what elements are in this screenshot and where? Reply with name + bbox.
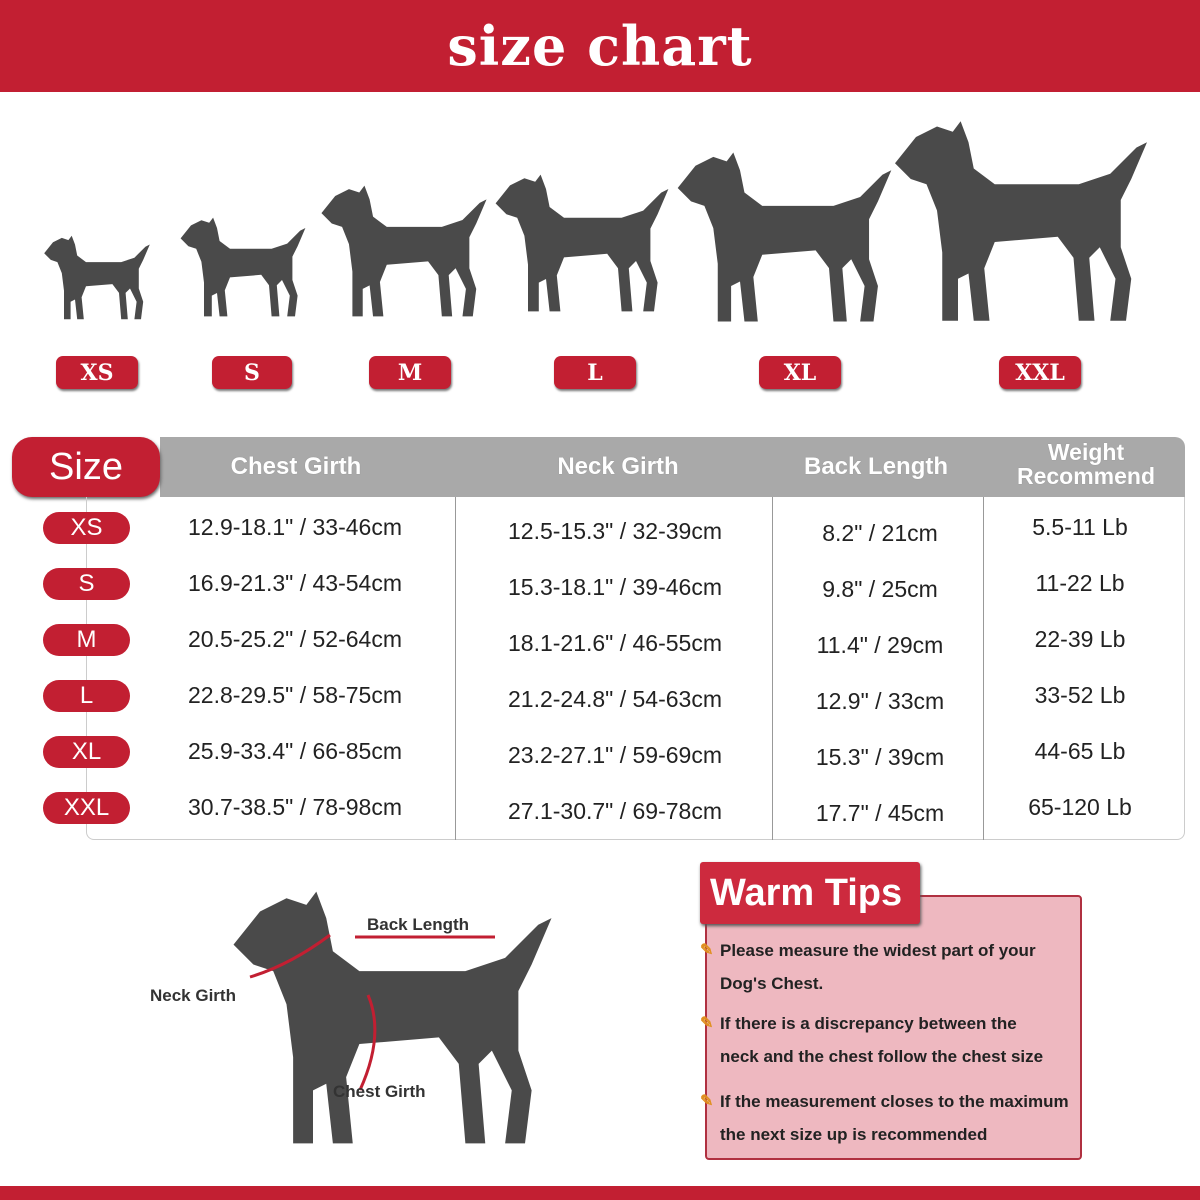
label-chest-girth: Chest Girth (333, 1082, 426, 1101)
header-back-length: Back Length (803, 453, 949, 480)
cell-neck-girth: 23.2-27.1" / 59-69cm (507, 742, 722, 768)
dog-xs-silhouette (42, 230, 152, 325)
size-badge-xs: XS (56, 356, 138, 389)
dog-xl-silhouette (672, 148, 897, 326)
cell-chest-girth: 16.9-21.3" / 43-54cm (187, 570, 402, 596)
row-size-pill: L (43, 680, 130, 712)
dog-m-silhouette (318, 180, 490, 322)
cell-weight: 44-65 Lb (1034, 738, 1126, 764)
row-size-pill: XS (43, 512, 130, 544)
cell-weight: 33-52 Lb (1034, 682, 1126, 708)
tip-3 (700, 1085, 1085, 1151)
pencil-icon: ✎ (700, 1015, 714, 1032)
header-weight (990, 440, 1182, 488)
size-badge-l: L (554, 356, 636, 389)
tip-1 (700, 934, 1085, 1000)
cell-chest-girth: 12.9-18.1" / 33-46cm (187, 514, 402, 540)
cell-chest-girth: 22.8-29.5" / 58-75cm (187, 682, 402, 708)
cell-neck-girth: 27.1-30.7" / 69-78cm (507, 798, 722, 824)
size-badge-xl: XL (759, 356, 841, 389)
header-neck-girth: Neck Girth (557, 453, 679, 480)
cell-neck-girth: 15.3-18.1" / 39-46cm (507, 574, 722, 600)
cell-back-length: 9.8" / 25cm (822, 576, 938, 602)
column-divider (983, 497, 984, 840)
cell-chest-girth: 25.9-33.4" / 66-85cm (187, 738, 402, 764)
size-badge-s: S (212, 356, 292, 389)
column-divider (772, 497, 773, 840)
row-size-pill: S (43, 568, 130, 600)
tip-line: Dog's Chest. (720, 974, 824, 993)
column-divider (455, 497, 456, 840)
header-chest-girth: Chest Girth (230, 453, 362, 480)
dog-xxl-silhouette (876, 116, 1166, 326)
size-badge-m: M (369, 356, 451, 389)
cell-back-length: 17.7" / 45cm (815, 800, 945, 826)
tip-line: neck and the chest follow the chest size (720, 1047, 1044, 1066)
cell-back-length: 8.2" / 21cm (822, 520, 938, 546)
row-size-pill: XL (43, 736, 130, 768)
label-neck-girth: Neck Girth (150, 986, 236, 1005)
cell-chest-girth: 20.5-25.2" / 52-64cm (187, 626, 402, 652)
tip-line: Please measure the widest part of your (720, 941, 1036, 960)
cell-weight: 65-120 Lb (1028, 794, 1132, 820)
cell-weight: 11-22 Lb (1035, 570, 1125, 596)
tip-line: If the measurement closes to the maximum (720, 1092, 1069, 1111)
dog-s-silhouette (178, 208, 308, 326)
label-back-length: Back Length (367, 915, 470, 934)
size-badge-xxl: XXL (999, 356, 1081, 389)
page-title: size chart (447, 14, 753, 78)
dog-l-silhouette (492, 162, 672, 324)
cell-weight: 5.5-11 Lb (1032, 514, 1128, 540)
header-weight-line1: Weight (1047, 439, 1125, 465)
warm-tips-title: Warm Tips (700, 862, 920, 924)
header-size: Size (12, 437, 160, 497)
pencil-icon: ✎ (700, 942, 714, 959)
cell-back-length: 11.4" / 29cm (816, 632, 944, 658)
tip-line: the next size up is recommended (720, 1125, 988, 1144)
footer-band (0, 1186, 1200, 1200)
cell-neck-girth: 21.2-24.8" / 54-63cm (507, 686, 722, 712)
pencil-icon: ✎ (700, 1093, 714, 1110)
cell-back-length: 12.9" / 33cm (815, 688, 945, 714)
tip-2 (700, 1007, 1085, 1073)
tip-line: If there is a discrepancy between the (720, 1014, 1017, 1033)
cell-back-length: 15.3" / 39cm (815, 744, 945, 770)
title-banner (0, 0, 1200, 92)
cell-weight: 22-39 Lb (1034, 626, 1126, 652)
table-body (86, 497, 1185, 840)
cell-chest-girth: 30.7-38.5" / 78-98cm (187, 794, 402, 820)
cell-neck-girth: 12.5-15.3" / 32-39cm (507, 518, 722, 544)
cell-neck-girth: 18.1-21.6" / 46-55cm (507, 630, 722, 656)
row-size-pill: XXL (43, 792, 130, 824)
row-size-pill: M (43, 624, 130, 656)
header-weight-line2: Recommend (1016, 463, 1156, 489)
